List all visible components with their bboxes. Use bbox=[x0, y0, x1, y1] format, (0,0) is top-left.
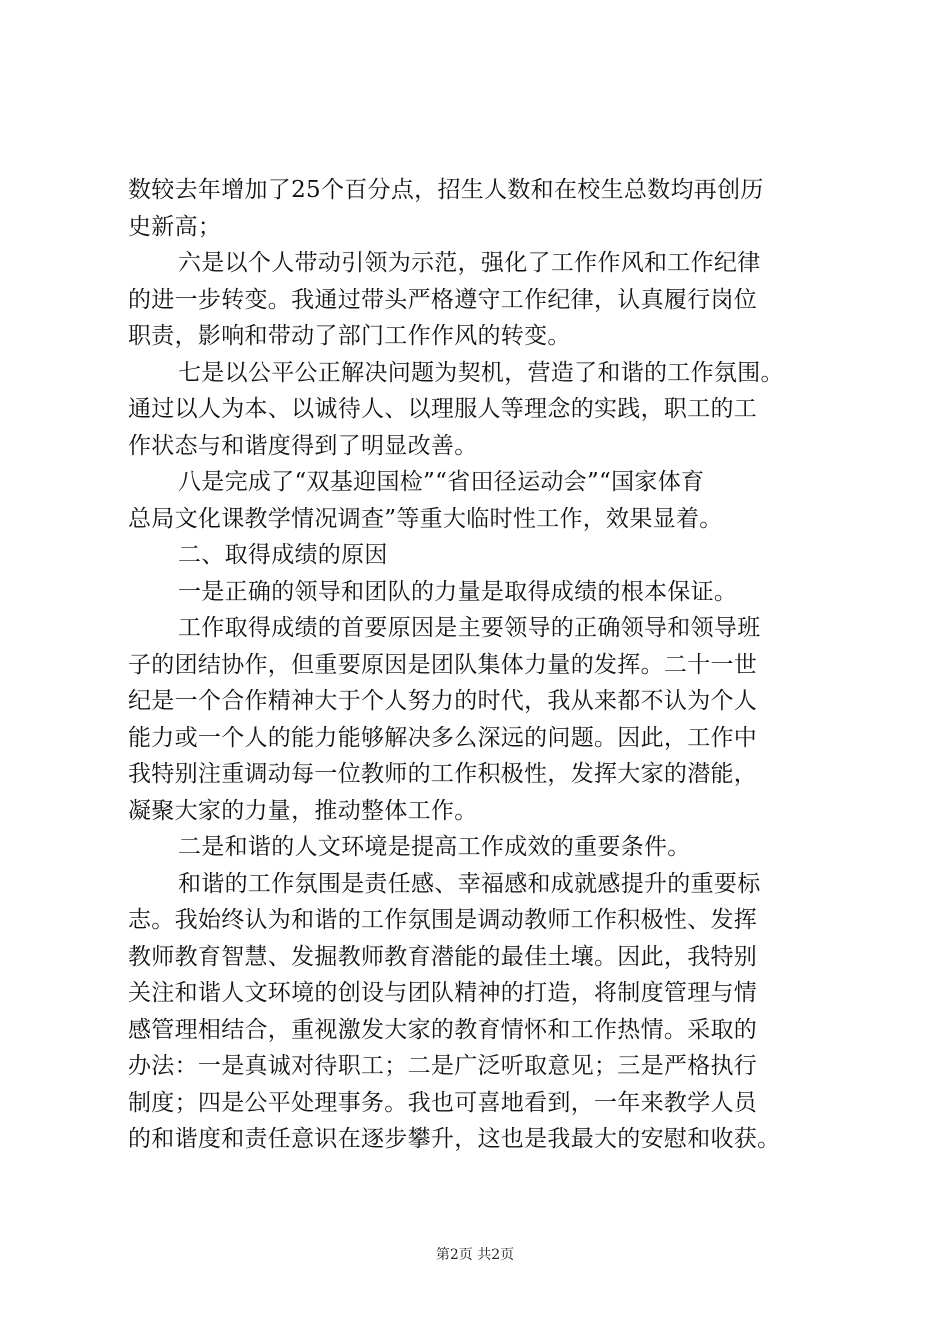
text-line: 我特别注重调动每一位教师的工作积极性，发挥大家的潜能， bbox=[128, 761, 758, 787]
text-line: 史新高； bbox=[128, 213, 222, 240]
text-line: 作状态与和谐度得到了明显改善。 bbox=[128, 432, 478, 459]
text-line: 通过以人为本、以诚待人、以理服人等理念的实践，职工的工 bbox=[128, 396, 758, 422]
text-line: 教师教育智慧、发掘教师教育潜能的最佳土壤。因此，我特别 bbox=[128, 943, 758, 970]
text-line: 凝聚大家的力量，推动整体工作。 bbox=[128, 797, 478, 824]
text-line: 一是正确的领导和团队的力量是取得成绩的根本保证。 bbox=[178, 578, 738, 605]
text-line: 的进一步转变。我通过带头严格遵守工作纪律，认真履行岗位 bbox=[128, 286, 758, 313]
text-line: 关注和谐人文环境的创设与团队精神的打造，将制度管理与情 bbox=[128, 980, 758, 1006]
text-line: 办法：一是真诚对待职工；二是广泛听取意见；三是严格执行 bbox=[128, 1053, 758, 1079]
text-line: 总局文化课教学情况调查”等重大临时性工作，效果显着。 bbox=[128, 505, 723, 532]
page-footer: 第2页 共2页 bbox=[435, 1247, 515, 1263]
text-line: 二、取得成绩的原因 bbox=[178, 542, 388, 568]
text-line: 的和谐度和责任意识在逐步攀升，这也是我最大的安慰和收获。 bbox=[128, 1126, 781, 1152]
text-line: 二是和谐的人文环境是提高工作成效的重要条件。 bbox=[178, 834, 691, 860]
text-line: 八是完成了“双基迎国检”“省田径运动会”“国家体育 bbox=[178, 469, 705, 495]
text-line: 六是以个人带动引领为示范，强化了工作作风和工作纪律 bbox=[178, 250, 761, 276]
text-line: 志。我始终认为和谐的工作氛围是调动教师工作积极性、发挥 bbox=[128, 907, 758, 933]
text-line: 纪是一个合作精神大于个人努力的时代，我从来都不认为个人 bbox=[128, 688, 758, 714]
body-text bbox=[128, 172, 828, 1158]
text-line: 数较去年增加了25个百分点，招生人数和在校生总数均再创历 bbox=[128, 177, 764, 203]
text-line: 制度；四是公平处理事务。我也可喜地看到，一年来教学人员 bbox=[128, 1089, 758, 1116]
text-line: 和谐的工作氛围是责任感、幸福感和成就感提升的重要标 bbox=[178, 870, 761, 897]
text-line: 七是以公平公正解决问题为契机，营造了和谐的工作氛围。 bbox=[178, 359, 784, 386]
text-line: 职责，影响和带动了部门工作作风的转变。 bbox=[128, 323, 571, 349]
text-line: 子的团结协作，但重要原因是团队集体力量的发挥。二十一世 bbox=[128, 651, 758, 678]
text-line: 能力或一个人的能力能够解决多么深远的问题。因此，工作中 bbox=[128, 724, 758, 751]
text-line: 工作取得成绩的首要原因是主要领导的正确领导和领导班 bbox=[178, 615, 761, 641]
text-line: 感管理相结合，重视激发大家的教育情怀和工作热情。采取的 bbox=[128, 1016, 758, 1043]
